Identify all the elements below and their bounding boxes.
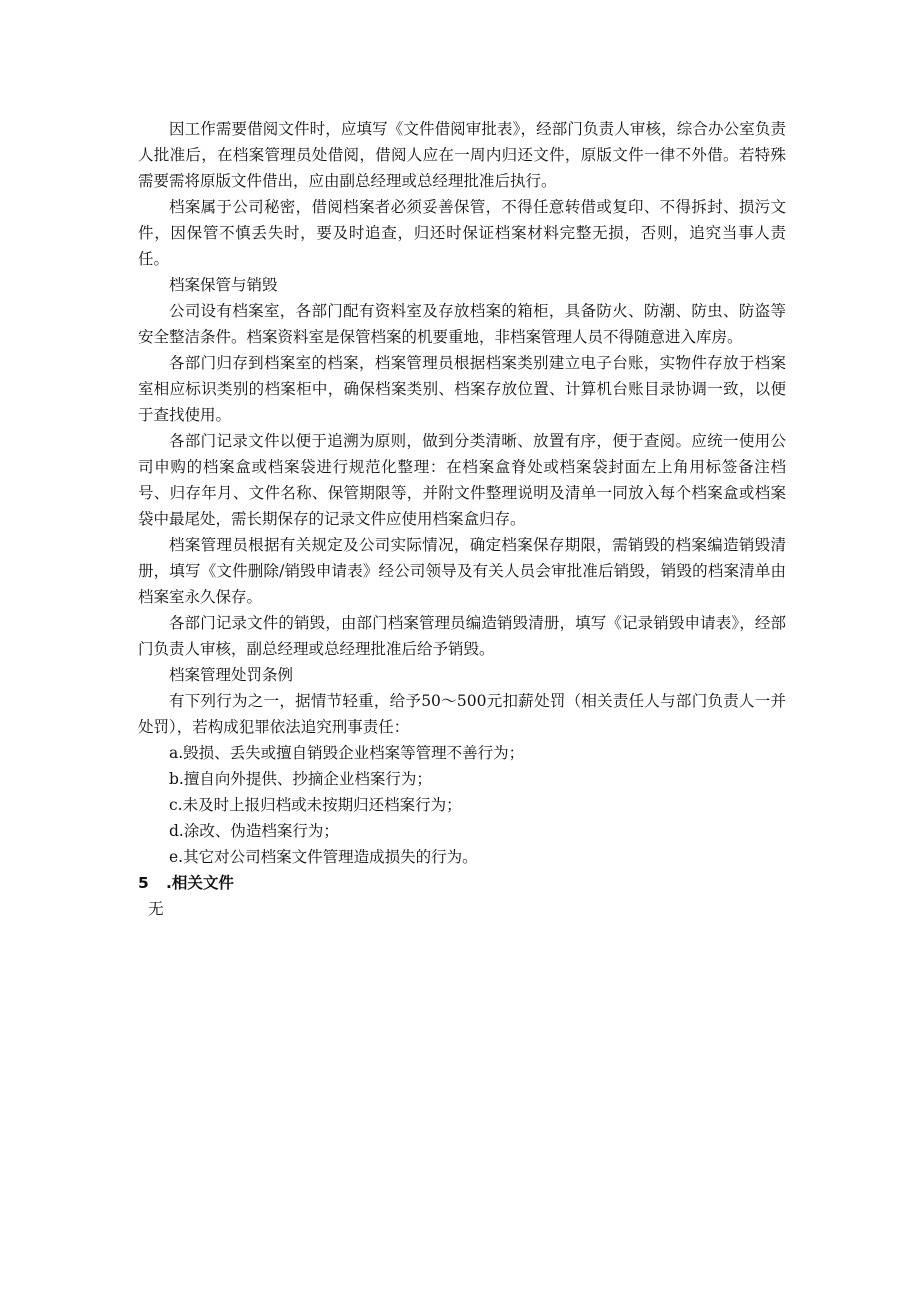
penalty-item-a: a.毁损、丢失或擅自销毁企业档案等管理不善行为； <box>169 744 525 762</box>
paragraph-electronic-ledger: 各部门归存到档案室的档案，档案管理员根据档案类别建立电子台账，实物件存放于档案室相应标识类别的档案柜中，确保档案类别、档案存放位置、计算机台账目录协调一致，以便于查找使用。 <box>138 354 786 424</box>
penalty-item-b: b.擅自向外提供、抄摘企业档案行为； <box>169 770 432 788</box>
heading-storage-destruction: 档案保管与销毁 <box>169 276 278 294</box>
paragraph-retention-period: 档案管理员根据有关规定及公司实际情况，确定档案保存期限，需销毁的档案编造销毁清册，填写《文件删除/销毁申请表》经公司领导及有关人员会审批准后销毁，销毁的档案清单由档案室永久保存。 <box>138 536 786 606</box>
document-page <box>138 116 786 922</box>
section-5-heading <box>138 870 786 896</box>
penalty-item-e: e.其它对公司档案文件管理造成损失的行为。 <box>169 848 478 866</box>
section-5-title: .相关文件 <box>166 874 234 892</box>
paragraph-confidentiality: 档案属于公司秘密，借阅档案者必须妥善保管，不得任意转借或复印、不得拆封、损污文件，因保管不慎丢失时，要及时追查，归还时保证档案材料完整无损，否则，追究当事人责任。 <box>138 198 786 268</box>
heading-penalty-rules: 档案管理处罚条例 <box>169 666 294 684</box>
paragraph-record-organization: 各部门记录文件以便于追溯为原则，做到分类清晰、放置有序，便于查阅。应统一使用公司申购的档案盒或档案袋进行规范化整理：在档案盒脊处或档案袋封面左上角用标签备注档号、归存年月、文件名称、保管期限等，并附文件整理说明及清单一同放入每个档案盒或档案袋中最尾处，需长期保存的记录文件应使用档案盒归存。 <box>138 432 786 528</box>
penalty-item-d: d.涂改、伪造档案行为； <box>169 822 339 840</box>
penalty-item-c: c.未及时上报归档或未按期归还档案行为； <box>169 796 462 814</box>
paragraph-penalty-intro: 有下列行为之一，据情节轻重，给予50～500元扣薪处罚（相关责任人与部门负责人一并处罚），若构成犯罪依法追究刑事责任： <box>138 692 786 736</box>
paragraph-record-destruction: 各部门记录文件的销毁，由部门档案管理员编造销毁清册，填写《记录销毁申请表》，经部门负责人审核，副总经理或总经理批准后给予销毁。 <box>138 614 786 658</box>
paragraph-archive-room: 公司设有档案室，各部门配有资料室及存放档案的箱柜，具备防火、防潮、防虫、防盗等安全整洁条件。档案资料室是保管档案的机要重地，非档案管理人员不得随意进入库房。 <box>138 302 786 346</box>
section-5-number: 5 <box>138 874 149 892</box>
section-5-body: 无 <box>148 900 164 918</box>
paragraph-borrowing: 因工作需要借阅文件时，应填写《文件借阅审批表》，经部门负责人审核，综合办公室负责人批准后，在档案管理员处借阅，借阅人应在一周内归还文件，原版文件一律不外借。若特殊需要需将原版文件借出，应由副总经理或总经理批准后执行。 <box>138 120 786 190</box>
